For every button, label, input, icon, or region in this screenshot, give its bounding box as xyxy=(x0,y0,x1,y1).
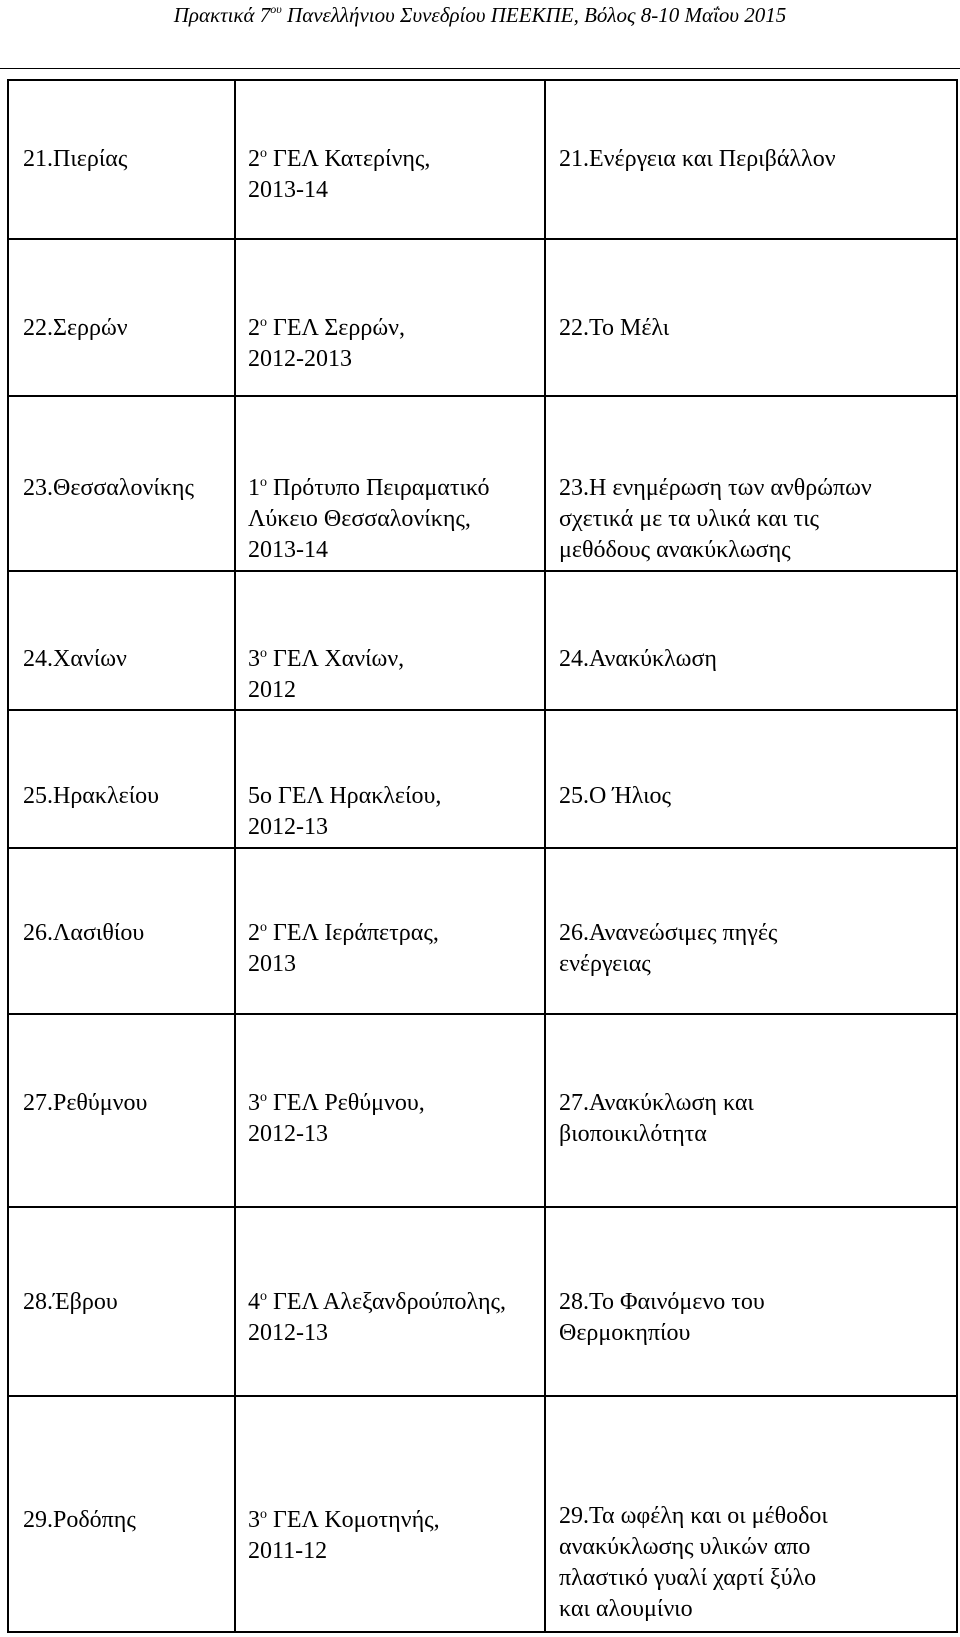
topic-cell xyxy=(545,1396,957,1632)
region-cell xyxy=(8,239,235,396)
region-cell xyxy=(8,1014,235,1207)
topic-cell xyxy=(545,239,957,396)
table-row xyxy=(8,396,957,571)
school-name xyxy=(248,144,534,206)
topic-cell xyxy=(545,848,957,1014)
school-text: ΓΕΛ Αλεξανδρούπολης, 2012-13 xyxy=(248,1288,507,1346)
school-ordinal-superscript: ο xyxy=(260,919,267,935)
table-row xyxy=(8,848,957,1014)
region-cell xyxy=(8,848,235,1014)
school-text: ΓΕΛ Ιεράπετρας, 2013 xyxy=(248,919,439,977)
school-name xyxy=(248,781,534,843)
school-cell xyxy=(235,710,545,847)
topic-title: 21.Ενέργεια και Περιβάλλον xyxy=(559,146,836,172)
topic-cell xyxy=(545,571,957,710)
schools-table xyxy=(7,79,958,1633)
school-text: ΓΕΛ Κατερίνης, 2013-14 xyxy=(248,146,431,203)
header-suffix: Πανελλήνιου Συνεδρίου ΠΕΕΚΠΕ, Βόλος 8-10 Μαΐου 2015 xyxy=(281,3,787,27)
region-name: 26.Λασιθίου xyxy=(23,919,145,946)
region-cell xyxy=(8,1207,235,1397)
table-row xyxy=(8,1207,957,1397)
topic-cell xyxy=(545,710,957,847)
region-name: 21.Πιερίας xyxy=(23,146,128,172)
topic-cell xyxy=(545,396,957,571)
topic-title: 29.Τα ωφέλη και οι μέθοδοι ανακύκλωσης υλικών απο πλαστικό γυαλί χαρτί ξύλο και αλουμίνιο xyxy=(559,1503,828,1623)
region-name: 23.Θεσσαλονίκης xyxy=(23,474,194,501)
page-header xyxy=(0,4,960,26)
school-name xyxy=(248,313,534,375)
school-number: 3 xyxy=(248,1507,260,1534)
school-cell xyxy=(235,848,545,1014)
school-number: 1 xyxy=(248,474,260,501)
topic-title: 23.Η ενημέρωση των ανθρώπων σχετικά με τα υλικά και τις μεθόδους ανακύκλωσης xyxy=(559,474,872,563)
table-row xyxy=(8,239,957,396)
school-number: 2 xyxy=(248,314,260,341)
school-number: 3 xyxy=(248,645,260,672)
topic-title: 24.Ανακύκλωση xyxy=(559,645,717,672)
topic-title: 25.Ο Ήλιος xyxy=(559,783,672,810)
region-cell xyxy=(8,710,235,847)
school-text: ΓΕΛ Χανίων, 2012 xyxy=(248,645,405,703)
topic-cell xyxy=(545,1014,957,1207)
school-cell xyxy=(235,571,545,710)
topic-cell xyxy=(545,1207,957,1397)
school-number: 2 xyxy=(248,919,260,946)
school-ordinal-superscript: ο xyxy=(260,1089,267,1105)
region-name: 22.Σερρών xyxy=(23,314,128,341)
school-cell xyxy=(235,1207,545,1397)
topic-title: 26.Ανανεώσιμες πηγές ενέργειας xyxy=(559,919,778,977)
school-cell xyxy=(235,1014,545,1207)
region-name: 28.Έβρου xyxy=(23,1288,118,1315)
school-name xyxy=(248,1505,534,1567)
region-name: 27.Ρεθύμνου xyxy=(23,1089,148,1116)
topic-cell xyxy=(545,80,957,239)
topic-title: 27.Ανακύκλωση και βιοποικιλότητα xyxy=(559,1089,754,1147)
table-row xyxy=(8,571,957,710)
header-prefix: Πρακτικά 7 xyxy=(173,3,271,27)
school-ordinal-superscript: ο xyxy=(260,1288,267,1304)
school-number: 2 xyxy=(248,146,260,172)
school-ordinal-superscript: ο xyxy=(260,146,267,161)
school-text: ΓΕΛ Σερρών, 2012-2013 xyxy=(248,314,405,372)
region-cell xyxy=(8,396,235,571)
school-number: 3 xyxy=(248,1089,260,1116)
school-name xyxy=(248,644,534,706)
school-text: 5ο ΓΕΛ Ηρακλείου, 2012-13 xyxy=(248,783,442,841)
school-name xyxy=(248,918,534,980)
region-name: 29.Ροδόπης xyxy=(23,1507,136,1534)
school-name xyxy=(248,1287,534,1349)
school-cell xyxy=(235,396,545,571)
school-cell xyxy=(235,239,545,396)
region-name: 25.Ηρακλείου xyxy=(23,783,160,810)
header-rule xyxy=(0,68,960,69)
topic-title: 28.Το Φαινόμενο του Θερμοκηπίου xyxy=(559,1288,765,1346)
region-cell xyxy=(8,1396,235,1632)
school-ordinal-superscript: ο xyxy=(260,474,267,490)
school-text: ΓΕΛ Κομοτηνής, 2011-12 xyxy=(248,1507,440,1565)
school-cell xyxy=(235,1396,545,1632)
header-superscript: ου xyxy=(270,2,282,16)
region-cell xyxy=(8,571,235,710)
table-row xyxy=(8,710,957,847)
school-ordinal-superscript: ο xyxy=(260,1507,267,1523)
region-cell xyxy=(8,80,235,239)
table-row xyxy=(8,1014,957,1207)
school-name xyxy=(248,473,534,566)
topic-title: 22.Το Μέλι xyxy=(559,314,670,341)
school-ordinal-superscript: ο xyxy=(260,645,267,661)
school-text: ΓΕΛ Ρεθύμνου, 2012-13 xyxy=(248,1089,425,1147)
school-ordinal-superscript: ο xyxy=(260,314,267,330)
school-text: Πρότυπο Πειραματικό Λύκειο Θεσσαλονίκης, 2013-14 xyxy=(248,474,490,563)
table-row xyxy=(8,80,957,239)
table-row xyxy=(8,1396,957,1632)
school-cell xyxy=(235,80,545,239)
region-name: 24.Χανίων xyxy=(23,645,127,672)
school-number: 4 xyxy=(248,1288,260,1315)
school-name xyxy=(248,1088,534,1150)
